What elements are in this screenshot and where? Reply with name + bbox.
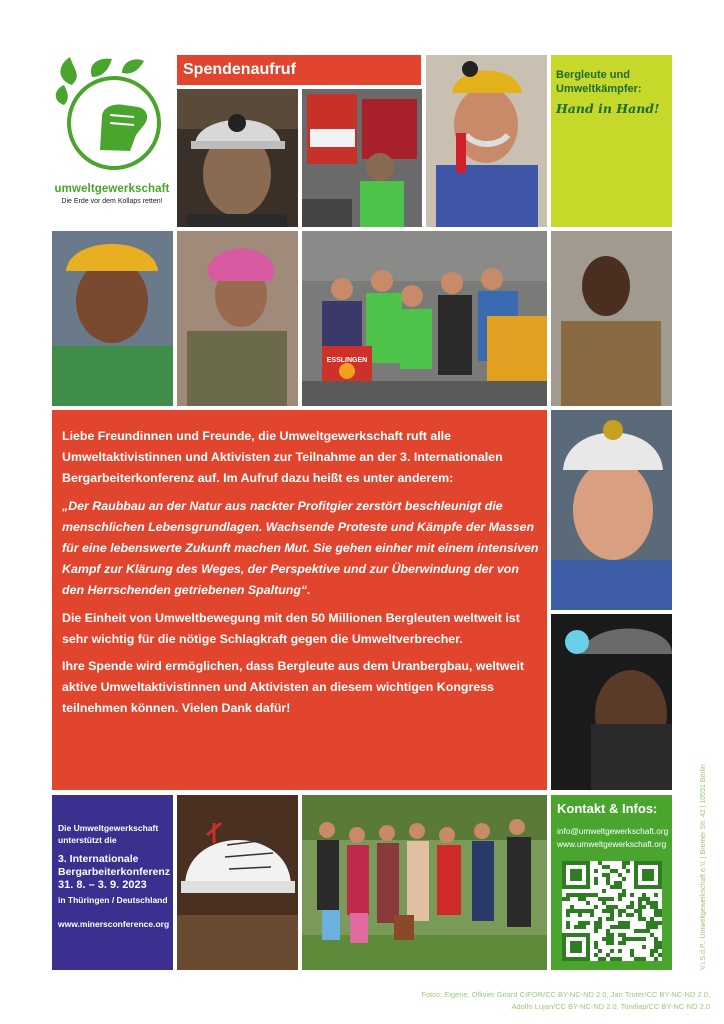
- logo-name: umweltgewerkschaft: [54, 183, 170, 195]
- page-title: Spendenaufruf: [183, 61, 296, 78]
- contact-title: Kontakt & Infos:: [557, 801, 658, 816]
- conference-website[interactable]: www.minersconference.org: [58, 919, 170, 929]
- contact-box: [551, 795, 672, 970]
- photo-miner-helmet: [177, 89, 298, 227]
- conference-title-2: Bergarbeiterkonferenz: [58, 866, 171, 878]
- slogan-line-1: Bergleute und: [556, 69, 630, 81]
- contact-email-link[interactable]: info@umweltgewerkschaft.org: [557, 826, 669, 836]
- photo-sign-esslingen: ESSLINGEN: [326, 357, 368, 364]
- header-banner: [177, 55, 421, 85]
- slogan-line-2: Umweltkämpfer:: [556, 83, 642, 95]
- conference-title-1: 3. Internationale: [58, 853, 139, 865]
- photo-miner-lamp-dark: [551, 614, 672, 790]
- photo-group-demonstration: [302, 231, 547, 406]
- conference-box: [52, 795, 173, 970]
- logo: [52, 55, 172, 227]
- photo-group-outdoors: [302, 795, 547, 970]
- appeal-intro: Liebe Freundinnen und Freunde, die Umweltgewerkschaft ruft alle Umweltaktivistinnen und Aktivisten zur Teilnahme an der 3. Internationalen Bergarbeiterkonferenz auf. Im Aufruf dazu heißt es unter anderem:: [62, 429, 503, 486]
- photo-credits-line-2: Adolfo Lujan/CC BY-NC-ND 2.0, Tonifiap/CC BY-NC-ND 2.0: [511, 1002, 710, 1011]
- appeal-quote: „Der Raubbau an der Natur aus nackter Profitgier zerstört beschleunigt die menschlichen Lebensgrundlagen. Wachsende Proteste und Kämpfe der Massen für eine lebenswerte Zukunft machen Mut. Sie gehen einher mit einem intensiven Kampf zur Klärung des Weges, der Perspektive und zur Überwindung der von den Herrschenden getriebenen Spaltung“.: [62, 498, 539, 598]
- photo-credits-line-1: Fotos: Eigene, Ollivier Girard CIFOR/CC BY-NC-ND 2.0, Jan Truter/CC BY-NC-ND 2.0,: [421, 990, 710, 999]
- photo-speaker-microphone: [426, 55, 547, 227]
- appeal-unity: Die Einheit von Umweltbewegung mit den 50 Millionen Bergleuten weltweit ist sehr wichtig für die nötige Schlagkraft gegen die Umweltverbrecher.: [62, 610, 520, 646]
- photo-credits: [380, 989, 710, 1013]
- qr-code-icon[interactable]: [562, 861, 662, 961]
- conference-location: in Thüringen / Deutschland: [58, 895, 168, 905]
- slogan-box: [551, 55, 672, 227]
- appeal-donation: Ihre Spende wird ermöglichen, dass Bergleute aus dem Uranbergbau, weltweit aktive Umweltaktivistinnen und Aktivisten an diesem wichtigen Kongress teilnehmen können. Vielen Dank dafür!: [62, 659, 525, 716]
- photo-protest-march: [302, 89, 422, 227]
- logo-slogan: Die Erde vor dem Kollaps retten!: [61, 198, 163, 205]
- conference-intro-1: Die Umweltgewerkschaft: [58, 823, 159, 833]
- photo-young-miner: [551, 231, 672, 406]
- photo-woman-headscarf: [177, 231, 298, 406]
- conference-intro-2: unterstützt die: [58, 835, 117, 845]
- photo-miner-yellow-helmet: [52, 231, 173, 406]
- contact-web-link[interactable]: www.umweltgewerkschaft.org: [557, 839, 667, 849]
- appeal-text-box: [52, 410, 547, 790]
- photo-signed-helmet: [177, 795, 298, 970]
- fist-leaf-logo-icon: [52, 55, 172, 180]
- conference-dates: 31. 8. – 3. 9. 2023: [58, 879, 147, 891]
- imprint-text: V.i.S.d.P.: Umweltgewerkschaft e.V. | Bremer Str. 42 | 10551 Berlin: [700, 764, 707, 970]
- slogan-line-3: Hand in Hand!: [556, 101, 660, 116]
- photo-miner-white-helmet: [551, 410, 672, 610]
